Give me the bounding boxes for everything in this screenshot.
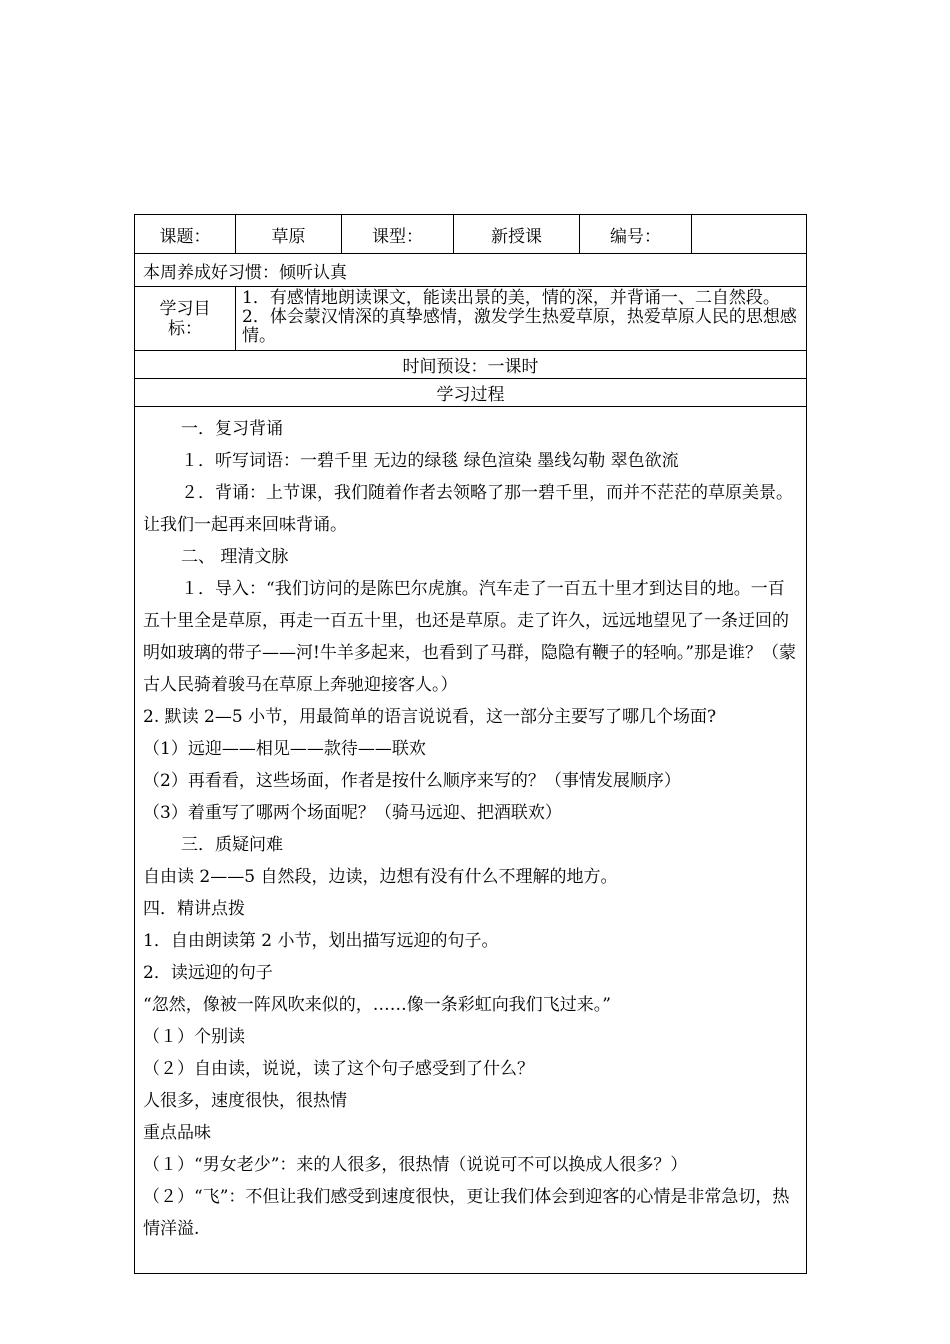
paragraph: （１）个别读 <box>143 1027 245 1047</box>
header-row <box>135 215 807 254</box>
paragraph: 重点品味 <box>143 1123 211 1143</box>
paragraph: 2. 默读 2—5 小节，用最简单的语言说说看，这一部分主要写了哪几个场面? <box>143 707 717 727</box>
paragraph: （２）自由读，说说，读了这个句子感受到了什么？ <box>143 1059 534 1079</box>
habit-row <box>135 254 807 287</box>
topic-value: 草原 <box>236 215 342 254</box>
goals-label: 学习目标： <box>159 298 211 339</box>
paragraph: 自由读 2——5 自然段，边读，边想有没有什么不理解的地方。 <box>143 867 618 887</box>
goal-item: 2．体会蒙汉情深的真挚感情，激发学生热爱草原，热爱草原人民的思想感情。 <box>242 307 797 346</box>
paragraph: （1）远迎——相见——款待——联欢 <box>143 739 426 759</box>
section-heading: 二、 理清文脉 <box>181 547 289 567</box>
lesson-plan-table <box>134 214 807 1274</box>
weekly-habit: 本周养成好习惯：倾听认真 <box>135 254 807 287</box>
paragraph: （１）“男女老少”：来的人很多，很热情（说说可不可以换成人很多？） <box>143 1155 688 1175</box>
topic-label: 课题： <box>135 215 236 254</box>
paragraph: （2）再看看，这些场面，作者是按什么顺序来写的？（事情发展顺序） <box>143 771 681 791</box>
number-value <box>692 215 807 254</box>
paragraph: ２．背诵：上节课，我们随着作者去领略了那一碧千里，而并不茫茫的草原美景。让我们一起再来回味背诵。 <box>143 483 793 535</box>
process-body <box>135 407 807 1274</box>
section-heading: 一．复习背诵 <box>181 419 283 439</box>
paragraph: 2．读远迎的句子 <box>143 963 273 983</box>
type-label: 课型： <box>342 215 454 254</box>
paragraph: （２）“飞”：不但让我们感受到速度很快，更让我们体会到迎客的心情是非常急切，热情洋溢. <box>143 1187 790 1239</box>
time-preset: 时间预设：一课时 <box>135 351 807 379</box>
paragraph: １．听写词语：一碧千里 无边的绿毯 绿色渲染 墨线勾勒 翠色欲流 <box>181 451 679 471</box>
quote: “忽然，像被一阵风吹来似的，……像一条彩虹向我们飞过来。” <box>143 995 611 1015</box>
process-title: 学习过程 <box>135 379 807 407</box>
number-label: 编号： <box>580 215 692 254</box>
section-heading: 四．精讲点拨 <box>143 899 245 919</box>
type-value: 新授课 <box>454 215 580 254</box>
process-row <box>135 407 807 1274</box>
paragraph: １．导入：“我们访问的是陈巴尔虎旗。汽车走了一百五十里才到达目的地。一百五十里全是草原，再走一百五十里，也还是草原。走了许久，远远地望见了一条迂回的明如玻璃的带子——河!牛羊多起来，也看到了马群，隐隐有鞭子的轻响。”那是谁？（蒙古人民骑着骏马在草原上奔驰迎接客人。） <box>143 579 797 695</box>
paragraph: （3）着重写了哪两个场面呢？（骑马远迎、把酒联欢） <box>143 803 562 823</box>
goals-row <box>135 287 807 351</box>
goal-item: 1．有感情地朗读课文，能读出景的美，情的深，并背诵一、二自然段。 <box>242 288 780 308</box>
lesson-plan-sheet <box>134 214 806 1274</box>
goals-body <box>236 287 807 351</box>
paragraph: 人很多，速度很快，很热情 <box>143 1091 347 1111</box>
process-title-row <box>135 379 807 407</box>
section-heading: 三．质疑问难 <box>181 835 283 855</box>
paragraph: 1．自由朗读第 2 小节，划出描写远迎的句子。 <box>143 931 499 951</box>
time-row <box>135 351 807 379</box>
